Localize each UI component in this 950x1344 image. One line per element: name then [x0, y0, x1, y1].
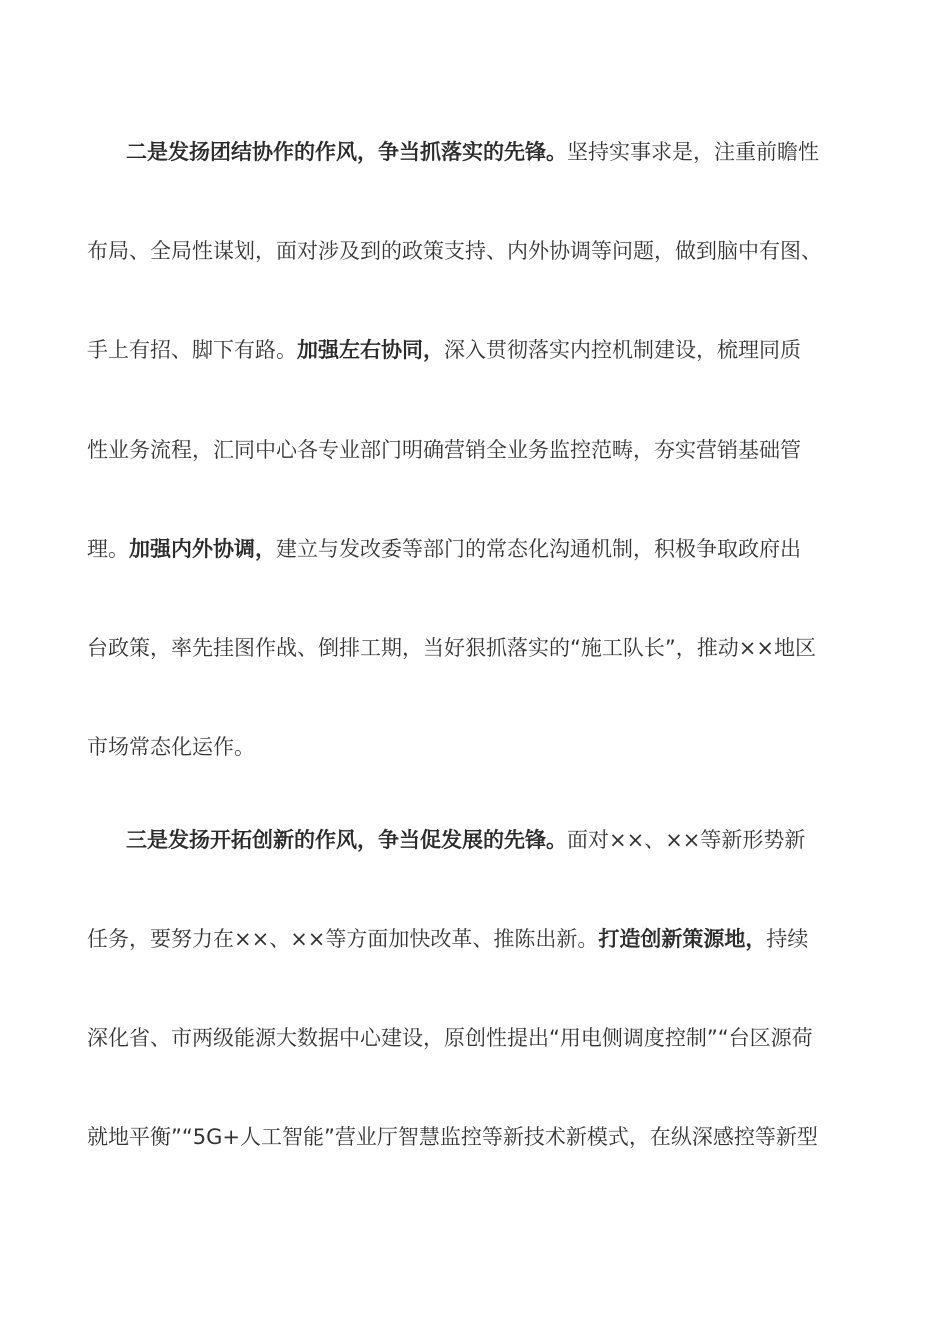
line-text: 市场常态化运作。: [87, 735, 255, 759]
bold-lead-inner-outer: 加强内外协调，: [129, 537, 276, 561]
paragraph-2-line-1: [126, 132, 878, 172]
line-text: 理。: [87, 537, 129, 561]
paragraph-2-line-5: [87, 529, 877, 569]
bold-lead-innovation: 打造创新策源地，: [598, 927, 767, 951]
paragraph-2-line-7: [87, 727, 877, 767]
bold-lead-2: 二是发扬团结协作的作风，争当抓落实的先锋。: [126, 140, 567, 164]
line-text: 台政策，率先挂图作战、倒排工期，当好狠抓落实的“施工队长”，推动××地区: [87, 636, 816, 660]
line-text: 坚持实事求是，注重前瞻性: [567, 140, 819, 164]
line-text: 建立与发改委等部门的常态化沟通机制，积极争取政府出: [276, 537, 801, 561]
line-text: 深入贯彻落实内控机制建设，梳理同质: [444, 338, 801, 362]
line-text: 任务，要努力在××、××等方面加快改革、推陈出新。: [87, 927, 599, 951]
line-text: 面对××、××等新形势新: [567, 828, 806, 852]
line-text: 深化省、市两级能源大数据中心建设，原创性提出“用电侧调度控制”“台区源荷: [87, 1026, 813, 1050]
paragraph-2-line-6: [87, 628, 877, 668]
line-text: 性业务流程，汇同中心各专业部门明确营销全业务监控范畴，夯实营销基础管: [87, 438, 801, 462]
paragraph-3-line-1: [126, 820, 878, 860]
line-text: 就地平衡”“5G+人工智能”营业厅智慧监控等新技术新模式，在纵深感控等新型: [87, 1125, 818, 1149]
line-text: 布局、全局性谋划，面对涉及到的政策支持、内外协调等问题，做到脑中有图、: [87, 239, 822, 263]
line-text: 持续: [766, 927, 809, 951]
bold-lead-3: 三是发扬开拓创新的作风，争当促发展的先锋。: [126, 828, 567, 852]
line-text: 手上有招、脚下有路。: [87, 338, 297, 362]
bold-lead-left-right: 加强左右协同，: [297, 338, 444, 362]
paragraph-2-line-3: [87, 330, 877, 370]
paragraph-3-line-2: [87, 919, 877, 959]
paragraph-2-line-4: [87, 430, 877, 470]
paragraph-3-line-4: [87, 1117, 877, 1157]
paragraph-3-line-3: [87, 1018, 877, 1058]
paragraph-2-line-2: [87, 231, 877, 271]
